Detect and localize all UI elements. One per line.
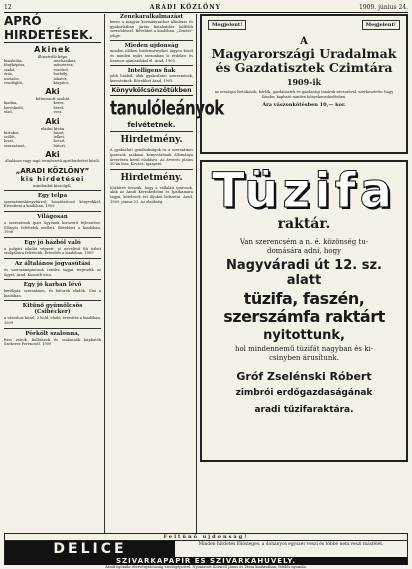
ad-perkolt-title: Pörkölt szalonna, — [25, 330, 80, 337]
czimtar-badges — [208, 20, 400, 30]
list-item: kisiskolás, — [4, 59, 23, 63]
tuzifa-ad — [200, 160, 408, 462]
hirdetmeny-2-title: Hirdetmény. — [120, 172, 183, 183]
ad-egy-title: Egy telpa — [37, 192, 68, 199]
czimtar-title-1: Magyarországi Uradalmak — [211, 46, 397, 61]
list-item: mechanikus, — [53, 59, 77, 63]
aki3-text: általános vagy ingó természetű apróhirdetést közöl, — [5, 159, 100, 164]
ad-altalanos-title: Az általános jogvasútási — [14, 261, 91, 268]
tuzifa-title: Tüzifa — [211, 163, 396, 219]
aki2-list — [4, 131, 101, 149]
classifieds-column — [4, 14, 105, 533]
tuzifa-opened: nyitottunk, — [263, 328, 345, 343]
list-item: bérel, — [53, 105, 65, 110]
divider — [4, 211, 101, 212]
tuzifa-line-7: csinyben árusítunk. — [269, 354, 339, 362]
tuzifa-address: Nagyváradi út 12. sz. alatt — [226, 258, 382, 288]
aki1-list — [4, 101, 101, 114]
page-header — [4, 3, 408, 12]
czimtar-ad — [200, 14, 408, 154]
akinek-sub: illusztráló képe — [37, 54, 68, 59]
delice-top: Feltünő ujdonság! — [5, 534, 407, 541]
ad-kicsi-text: a városhoz közel, 3 hold, eladó, értesítés a kiadóban. 1909 — [4, 316, 101, 325]
tuzifa-owner: Gróf Zselénski Róbert — [236, 370, 372, 383]
notice-text-mieden: minden időben hirdetményeket ingyen közöl és minden nyári szezonban is érdekes és hasznos ajánlatokkal él. Arad, 1909. — [110, 49, 193, 63]
display-ads-column — [200, 14, 408, 533]
ad-haz-text: a polgári iskolát végzett, jó nevelésű fiú üzleti szolgálatra felvétetik. Értesítés a kiadóban. 1909 — [4, 246, 101, 256]
classifieds-title: APRÓ HIRDETÉSEK. — [4, 14, 101, 43]
tanulo-heading: tanulóleányok — [110, 96, 224, 120]
ad-kerhan-title: Egy jó karban lévő — [23, 282, 82, 289]
list-item: keres, — [53, 101, 65, 106]
konyv-heading: Könyvkölcsönzőtükben — [111, 87, 192, 95]
ad-perkolt-text: friss zsírok, kolbászok és szalonnák kaphatók Szekeres Ferencnél. 1909 — [4, 337, 101, 347]
tuzifa-goods: tüzifa, faszén, szerszámfa raktárt — [223, 289, 385, 326]
czimtar-body: az országos birtokosok, bérlők, gazdatisztek és gazdasági tanárok névsorával, szerkesztette Nagy Sándor, kapható minden könyvkereskedésben. — [214, 90, 394, 99]
megjelent-badge-left: Megjelent! — [208, 20, 246, 30]
tuzifa-line-6: hol mindennemű tüzifát nagyban és ki- — [234, 345, 374, 353]
akinek-list — [4, 59, 101, 85]
list-item: szabó, — [4, 67, 16, 72]
delice-brand: DELICE — [5, 541, 175, 557]
tuzifa-warehouse: aradi tűzifaraktára. — [254, 405, 354, 415]
notice-text-zenekar: keres a magyar kormányzathoz alkalmas és gyakorlatban jártas fiatalember külföldi szerződéssel. Bővebbet a kiadóban. „Zenész” jelige. — [110, 20, 193, 38]
ad-haz-title: Egy jó házból való — [24, 239, 81, 246]
header-rule — [4, 12, 408, 13]
ad-altalanos-text: és szerszámiparosok rendes tagjai terjesztik az ügyet, Arad, Kossuth-utca. — [4, 268, 101, 277]
notice-title-intelligens: Intelligens fiak — [127, 68, 176, 75]
delice-row — [5, 541, 407, 557]
aradi-kozlony-ad-title: „ARADI KÖZLÖNY” — [15, 166, 90, 175]
czimtar-title-2: és Gazdatisztek Czimtára — [215, 60, 393, 75]
ad-vilagosan-title: Világosan — [37, 214, 68, 221]
ad-kerhan-text: kerékpár, szerszámos, és bútorok eladók. Cím a kiadóban. — [4, 289, 101, 298]
list-item: varrónő, — [53, 67, 69, 72]
divider — [4, 258, 101, 259]
aki2-sub: eladni kíván — [40, 125, 65, 131]
list-item: vendéglős, — [4, 81, 24, 86]
divider — [4, 190, 101, 191]
list-item: borbély, — [53, 72, 68, 77]
czimtar-price: Ára vászonkötésben 10,— kor. — [262, 102, 346, 109]
list-item: kereskedő, — [4, 105, 24, 110]
list-item: elad, — [4, 110, 13, 115]
list-item: szőlőt, — [4, 135, 16, 140]
aki1-sub: bútorozott szobát — [35, 96, 70, 102]
ad-egy-text: szerszámoskönyvtárral, hozzátartozó könyvekkel, Értesíteni a kiadóban. 1909 — [4, 199, 101, 209]
list-item: órás, — [4, 72, 14, 77]
list-item: kiadna, — [4, 101, 18, 106]
list-item: műszerész, — [53, 63, 74, 68]
aradi-kozlony-ad-tag: mindenkit kiszolgál. — [33, 182, 72, 188]
divider — [110, 131, 193, 132]
divider — [4, 279, 101, 280]
notice-text-intelligens: jobb házból, akik gyakorlatot szereznének, kerestetnek. Bővebbet Arad, 1909. — [110, 74, 193, 83]
list-item: fényképész, — [4, 63, 26, 68]
list-item: kárpitos, — [53, 81, 70, 86]
notice-title-zenekar: Zenekaralkalmazást — [119, 14, 184, 20]
list-item: birtokot, — [4, 130, 20, 135]
list-item: telket, — [53, 135, 66, 140]
megjelent-badge-right: Megjelent! — [362, 20, 400, 30]
list-item: szerszámot, — [4, 143, 26, 148]
tuzifa-estate: zimbrói erdőgazdaságának — [235, 388, 373, 398]
list-item: lakatos, — [53, 76, 68, 81]
imprint: Aradi nyomda részvénytársaság szedőgépeivel. Nyomatott Korwell János és Társa kiadásában, felelős nyomda. — [105, 565, 307, 569]
divider — [4, 328, 101, 329]
ad-vilagosan-text: a szerszámok ipari ügyének korszerű fejlesztése. Előnyös feltételek mellett. Bővebbet a kiadóban. 1908 — [4, 221, 101, 235]
hirdetmeny-1-text: A gyakorlati gondnokságok és a szerszámos iparosok szakmai könyvtárának állománya árverésen kerül eladásra. Az árverés június 30-án lesz. Kovács, igazgató. — [110, 148, 193, 167]
tuzifa-line-1: Van szerencsém a n. é. közönség tu- — [239, 238, 369, 246]
divider — [110, 65, 193, 66]
notices-column — [107, 14, 224, 533]
list-item: lovat, — [4, 139, 15, 144]
notice-title-mieden: Mieden ujdonság — [124, 43, 179, 50]
aradi-kozlony-ad-sub: kis hirdetései — [20, 174, 85, 183]
akinek-heading: Akinek — [34, 45, 71, 54]
czimtar-article: A — [300, 36, 308, 47]
list-item: kocsit, — [53, 139, 66, 144]
divider — [110, 40, 193, 41]
issue-date: 1909. június 24. — [359, 4, 408, 11]
tanulo-sub: felvétetnek. — [127, 121, 176, 130]
page-number: 12 — [4, 4, 12, 11]
aki2-heading: Aki — [45, 116, 60, 126]
aki1-heading: Aki — [45, 87, 60, 97]
delice-text: Minden hirdetés fölösleges, a dohányos egyszer veszi és többé nem veszi másfélét. — [198, 542, 384, 547]
czimtar-year: 1909-ik — [286, 77, 322, 87]
list-item: bútort, — [53, 143, 67, 148]
divider — [4, 300, 101, 301]
ad-kicsi-title: Kitűnő gyümölcsös (Csibécker) — [22, 303, 83, 316]
hirdetmeny-2-text: Közhírré tesszük, hogy a vállalati iparosok, akik az Aradi Kereskedelmi és Iparkamara tagjai, kötelesek évi díjukat befizetni. Arad, 1909. június 23. Az elnökség. — [110, 185, 193, 204]
divider — [4, 237, 101, 238]
aki3-heading: Aki — [45, 150, 60, 160]
list-item: asztalos, — [4, 76, 20, 81]
szivar-banner: SZIVARKAPAPÍR ES SZIVARKAHÜVELY. — [5, 557, 407, 565]
divider — [110, 169, 193, 170]
tuzifa-sub: raktár. — [277, 216, 331, 232]
delice-ad — [4, 533, 408, 565]
list-item: házat, — [53, 130, 65, 135]
list-item: vesz, — [53, 110, 63, 115]
hirdetmeny-1-title: Hirdetmény. — [120, 135, 183, 146]
paper-name: ARADI KÖZLÖNY — [149, 4, 221, 11]
tuzifa-line-2: domására adni, hogy — [266, 247, 342, 255]
